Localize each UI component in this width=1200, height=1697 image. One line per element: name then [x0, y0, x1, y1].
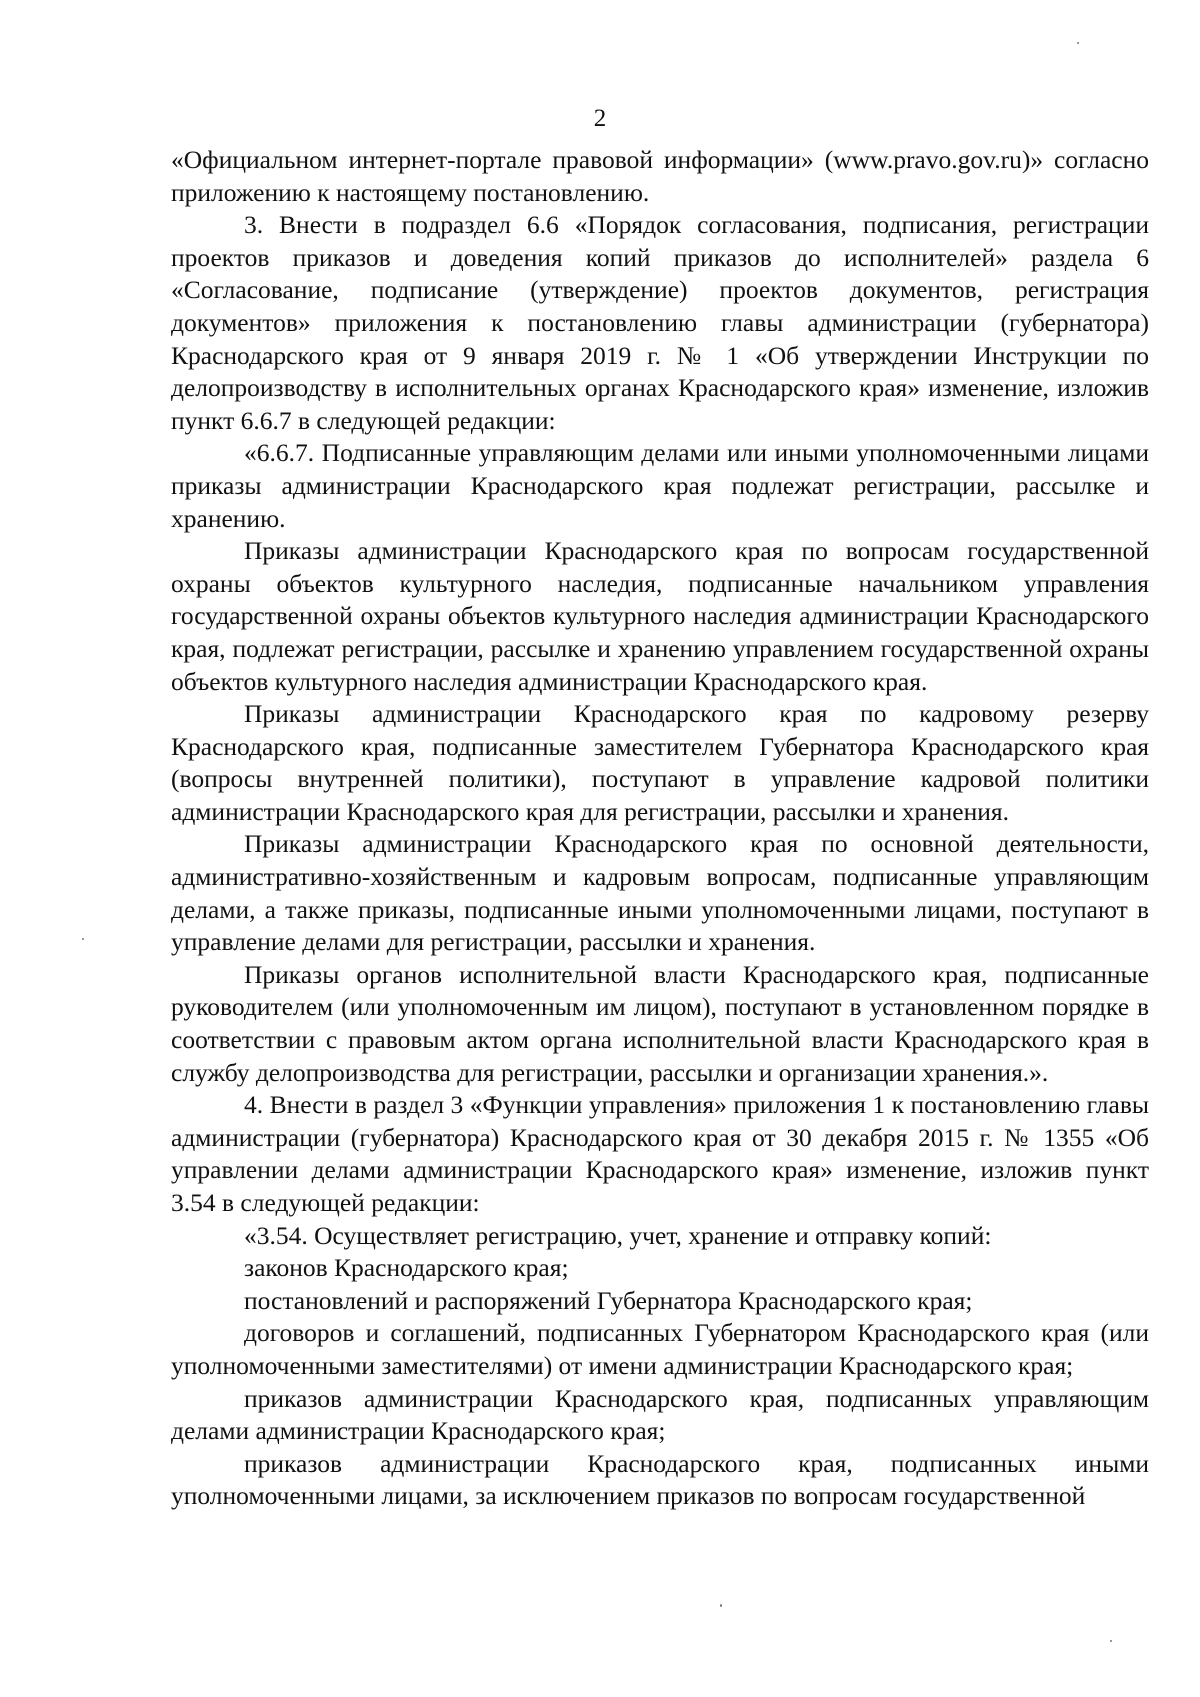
paragraph: 3. Внести в подраздел 6.6 «Порядок согласования, подписания, регистрации проектов приказов и доведения копий приказов до исполнителей» раздела 6 «Согласование, подписание (утверждение) проектов документов, регистрация документов» приложения к постановлению главы администрации (губернатора) Краснодарского края от 9 января 2019 г. № 1 «Об утверждении Инструкции по делопроизводству в исполнительных органах Краснодарского края» изменение, изложив пункт 6.6.7 в следующей редакции: [171, 210, 1149, 435]
paragraph: постановлений и распоряжений Губернатора Краснодарского края; [244, 1285, 973, 1315]
paragraph: Приказы администрации Краснодарского края по основной деятельности, административно-хозяйственным и кадровым вопросам, подписанные управляющим делами, а также приказы, подписанные иными уполномоченными лицами, поступают в управление делами для регистрации, рассылки и хранения. [171, 829, 1149, 957]
scan-speck [1077, 42, 1079, 44]
paragraph: приказов администрации Краснодарского края, подписанных иными уполномоченными лицами, за исключением приказов по вопросам государственной [171, 1448, 1149, 1511]
scan-speck [720, 1604, 722, 1607]
scan-speck [1110, 1640, 1112, 1642]
scan-speck [82, 938, 84, 940]
document-body [171, 144, 1149, 1513]
paragraph: «3.54. Осуществляет регистрацию, учет, хранение и отправку копий: [244, 1220, 992, 1250]
paragraph: Приказы администрации Краснодарского края по вопросам государственной охраны объектов культурного наследия, подписанные начальником управления государственной охраны объектов культурного наследия администрации Краснодарского края, подлежат регистрации, рассылке и хранению управлением государственной охраны объектов культурного наследия администрации Краснодарского края. [171, 536, 1149, 696]
paragraph: приказов администрации Краснодарского края, подписанных управляющим делами администрации Краснодарского края; [171, 1383, 1149, 1446]
paragraph: «6.6.7. Подписанные управляющим делами или иными уполномоченными лицами приказы администрации Краснодарского края подлежат регистрации, рассылке и хранению. [171, 438, 1149, 533]
paragraph: Приказы администрации Краснодарского края по кадровому резерву Краснодарского края, подписанные заместителем Губернатора Краснодарского края (вопросы внутренней политики), поступают в управление кадровой политики администрации Краснодарского края для регистрации, рассылки и хранения. [171, 699, 1149, 826]
paragraph: «Официальном интернет-портале правовой информации» (www.pravo.gov.ru)» согласно приложению к настоящему постановлению. [171, 145, 1149, 207]
paragraph: Приказы органов исполнительной власти Краснодарского края, подписанные руководителем (или уполномоченным им лицом), поступают в установленном порядке в соответствии с правовым актом органа исполнительной власти Краснодарского края в службу делопроизводства для регистрации, рассылки и организации хранения.». [171, 959, 1149, 1087]
paragraph: договоров и соглашений, подписанных Губернатором Краснодарского края (или уполномоченными заместителями) от имени администрации Краснодарского края; [171, 1318, 1149, 1380]
paragraph: законов Краснодарского края; [244, 1253, 569, 1283]
page-number: 2 [593, 105, 607, 132]
paragraph: 4. Внести в раздел 3 «Функции управления» приложения 1 к постановлению главы администрации (губернатора) Краснодарского края от 30 декабря 2015 г. № 1355 «Об управлении делами администрации Краснодарского края» изменение, изложив пункт 3.54 в следующей редакции: [171, 1090, 1149, 1217]
